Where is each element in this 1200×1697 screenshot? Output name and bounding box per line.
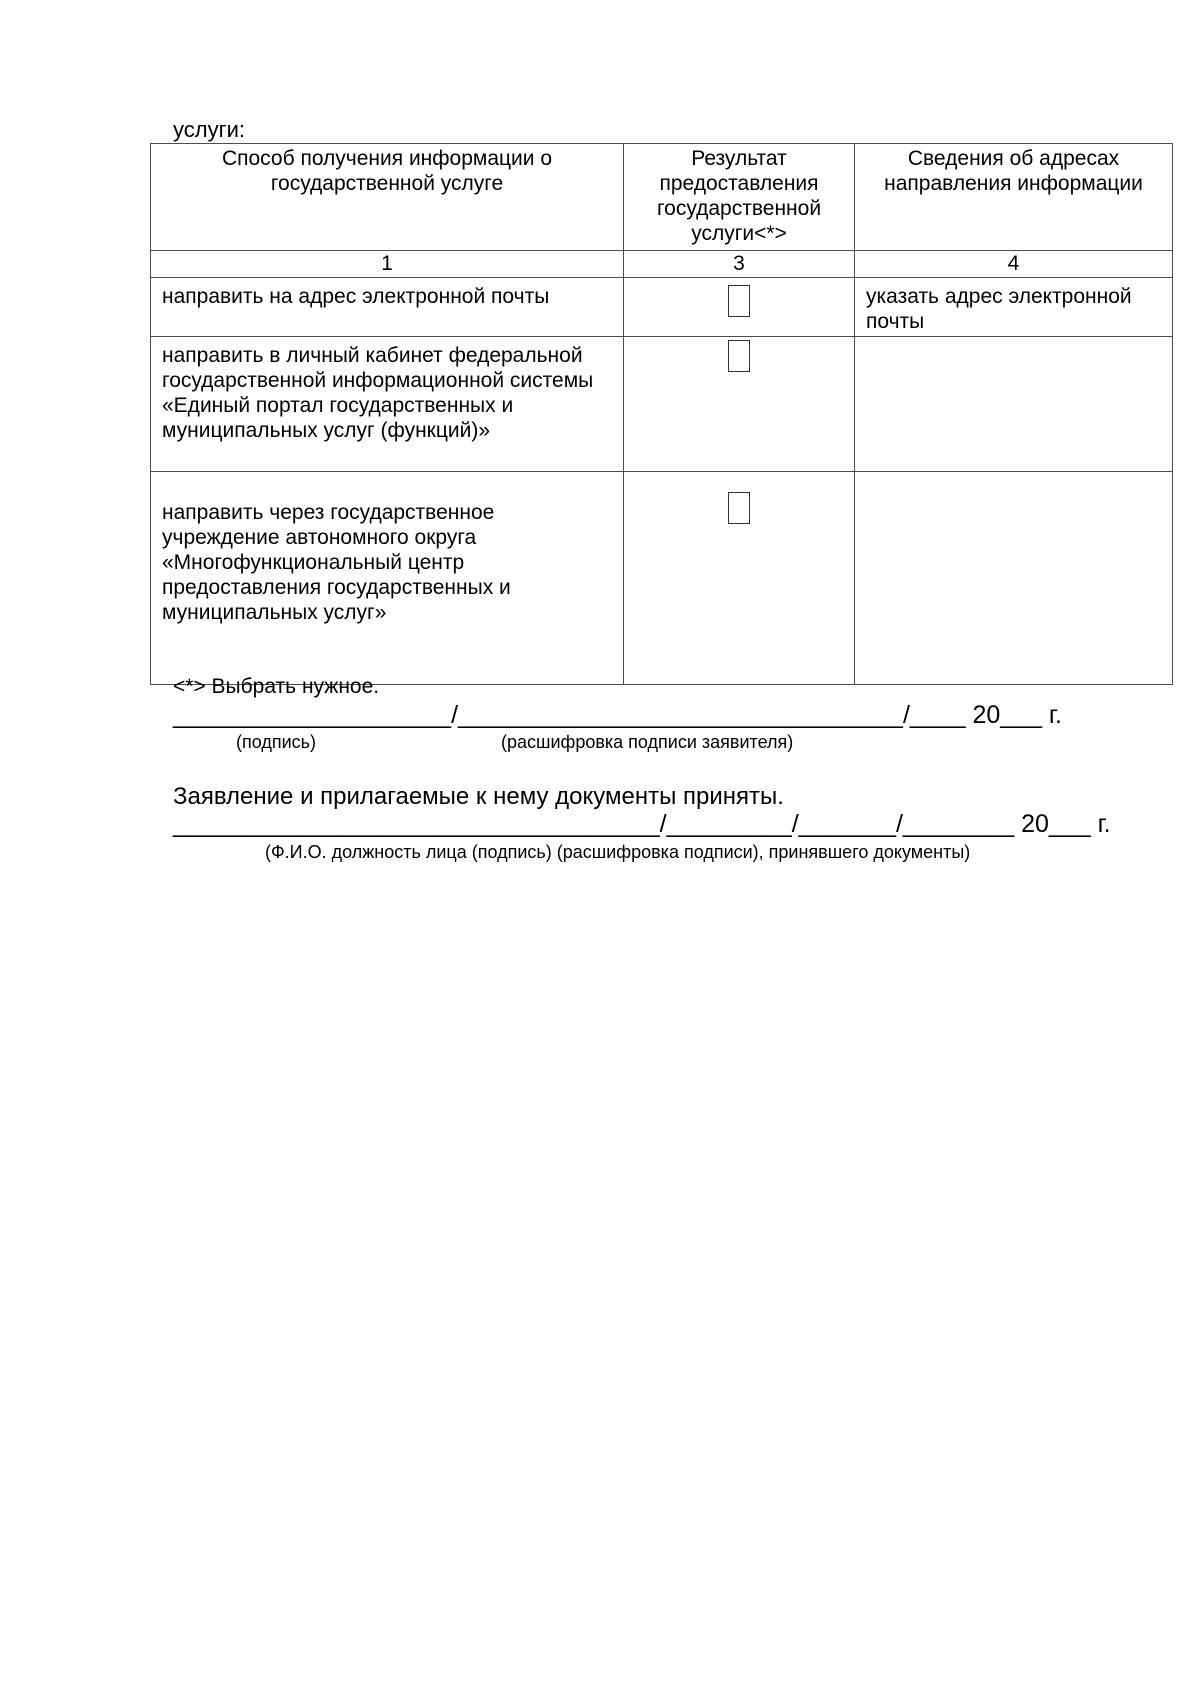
header-address: Сведения об адресах направления информации <box>855 144 1173 251</box>
address-email: указать адрес электронной почты <box>855 278 1173 337</box>
applicant-signature-line: ____________________/________________________________/____ 20___ г. <box>173 701 1062 729</box>
footnote: <*> Выбрать нужное. <box>173 675 380 698</box>
method-email: направить на адрес электронной почты <box>151 278 624 337</box>
result-cell <box>624 337 855 472</box>
table-row <box>151 472 1173 685</box>
acceptance-caption: (Ф.И.О. должность лица (подпись) (расшифровка подписи), принявшего документы) <box>265 842 971 862</box>
table-row <box>151 278 1173 337</box>
info-delivery-table <box>150 143 1173 685</box>
column-number: 1 <box>151 251 624 278</box>
checkbox-email[interactable] <box>728 285 750 317</box>
table-row <box>151 337 1173 472</box>
intro-text: услуги: <box>173 117 246 142</box>
column-number: 3 <box>624 251 855 278</box>
column-number: 4 <box>855 251 1173 278</box>
header-result: Результат предоставления государственной услуги<*> <box>624 144 855 251</box>
acceptance-signature-line: ___________________________________/_________/_______/________ 20___ г. <box>173 810 1111 838</box>
signature-caption: (подпись) <box>236 732 317 752</box>
checkbox-mfc[interactable] <box>728 492 750 524</box>
table-header-row <box>151 144 1173 251</box>
method-mfc: направить через государственное учреждение автономного округа «Многофункциональный центр предоставления государственных и муниципальных услуг» <box>151 472 624 685</box>
checkbox-portal[interactable] <box>728 340 750 372</box>
column-number-row <box>151 251 1173 278</box>
header-method: Способ получения информации о государственной услуге <box>151 144 624 251</box>
result-cell <box>624 472 855 685</box>
result-cell <box>624 278 855 337</box>
address-portal <box>855 337 1173 472</box>
method-portal: направить в личный кабинет федеральной государственной информационной системы «Единый портал государственных и муниципальных услуг (функций)» <box>151 337 624 472</box>
address-mfc <box>855 472 1173 685</box>
acceptance-statement: Заявление и прилагаемые к нему документы приняты. <box>173 783 784 810</box>
signature-decoding-caption: (расшифровка подписи заявителя) <box>501 732 794 752</box>
